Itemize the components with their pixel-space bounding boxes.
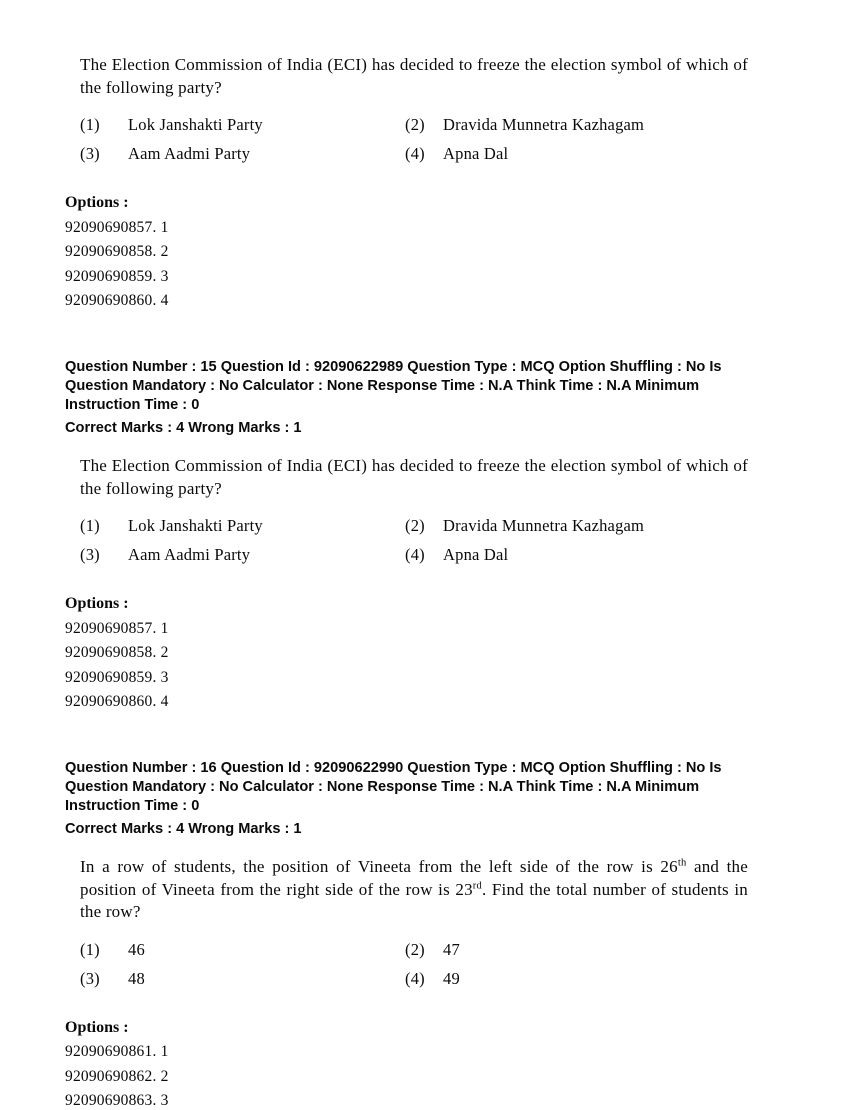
choice-label: 47 <box>443 939 460 959</box>
option-id-line: 92090690858. 2 <box>65 243 169 260</box>
option-id-line: 92090690857. 1 <box>65 218 169 236</box>
choice-label: 46 <box>128 939 145 959</box>
question-block-15 <box>65 455 785 711</box>
question-text-part: In a row of students, the position of Vineeta from the left side of the row is 26 <box>80 857 678 876</box>
choice-number: (2) <box>405 516 425 535</box>
question-meta-line: Question Number : 15 Question Id : 92090622989 Question Type : MCQ Option Shuffling : No Is Question Mandatory : No Calculator : None Response Time : N.A Think Time : N.A Minimum Instruction Time : 0 <box>65 359 722 413</box>
option-id-line: 92090690860. 4 <box>65 292 169 309</box>
options-heading: Options : <box>65 595 129 612</box>
option-id-line: 92090690862. 2 <box>65 1067 169 1085</box>
question-meta-line: Question Number : 16 Question Id : 92090622990 Question Type : MCQ Option Shuffling : No Is Question Mandatory : No Calculator : None Response Time : N.A Think Time : N.A Minimum Instruction Time : 0 <box>65 760 722 814</box>
marks-line: Correct Marks : 4 Wrong Marks : 1 <box>65 821 302 837</box>
choice-number: (1) <box>80 939 100 959</box>
choices-grid <box>80 115 785 164</box>
choice-label: Lok Janshakti Party <box>128 516 263 535</box>
choice-label: Apna Dal <box>443 545 509 564</box>
options-heading: Options : <box>65 1018 129 1036</box>
choice-number: (4) <box>405 968 425 988</box>
question-16-meta <box>65 759 785 839</box>
choices-grid <box>80 516 785 565</box>
question-block-14-continuation <box>65 54 785 310</box>
option-id-line: 92090690863. 3 <box>65 1092 169 1109</box>
question-text: The Election Commission of India (ECI) has decided to freeze the election symbol of which of the following party? <box>80 456 748 498</box>
question-text-part: and the position of Vineeta from the right side of the row is 23 <box>80 857 748 899</box>
option-id-line: 92090690860. 4 <box>65 693 169 710</box>
choice-label: Apna Dal <box>443 144 509 163</box>
question-text <box>80 856 748 924</box>
choice-number: (3) <box>80 144 100 163</box>
option-id-line: 92090690858. 2 <box>65 644 169 661</box>
options-heading: Options : <box>65 194 129 211</box>
option-id-line: 92090690861. 1 <box>65 1043 169 1060</box>
option-id-line: 92090690859. 3 <box>65 267 169 285</box>
question-15-meta <box>65 358 785 438</box>
choice-number: (4) <box>405 144 425 163</box>
choice-number: (3) <box>80 545 100 564</box>
choice-number: (2) <box>405 939 425 959</box>
choice-label: Dravida Munnetra Kazhagam <box>443 516 645 535</box>
ordinal-superscript: rd <box>472 879 482 891</box>
choices-grid <box>80 940 785 989</box>
choice-label: Dravida Munnetra Kazhagam <box>443 115 645 134</box>
ordinal-superscript: th <box>677 857 687 869</box>
choice-number: (4) <box>405 545 425 564</box>
question-text: The Election Commission of India (ECI) has decided to freeze the election symbol of which of the following party? <box>80 55 748 97</box>
choice-number: (1) <box>80 516 100 535</box>
choice-label: Aam Aadmi Party <box>128 144 251 163</box>
choice-label: Aam Aadmi Party <box>128 545 251 564</box>
question-block-16 <box>65 856 785 1110</box>
choice-label: Lok Janshakti Party <box>128 115 263 134</box>
choice-label: 48 <box>128 968 145 988</box>
choice-number: (3) <box>80 968 100 988</box>
question-text-part: . Find the total number of students in the row? <box>80 879 748 921</box>
choice-label: 49 <box>443 968 460 988</box>
choice-number: (1) <box>80 115 100 134</box>
option-id-line: 92090690859. 3 <box>65 668 169 686</box>
marks-line: Correct Marks : 4 Wrong Marks : 1 <box>65 420 302 436</box>
option-id-line: 92090690857. 1 <box>65 619 169 637</box>
choice-number: (2) <box>405 115 425 134</box>
